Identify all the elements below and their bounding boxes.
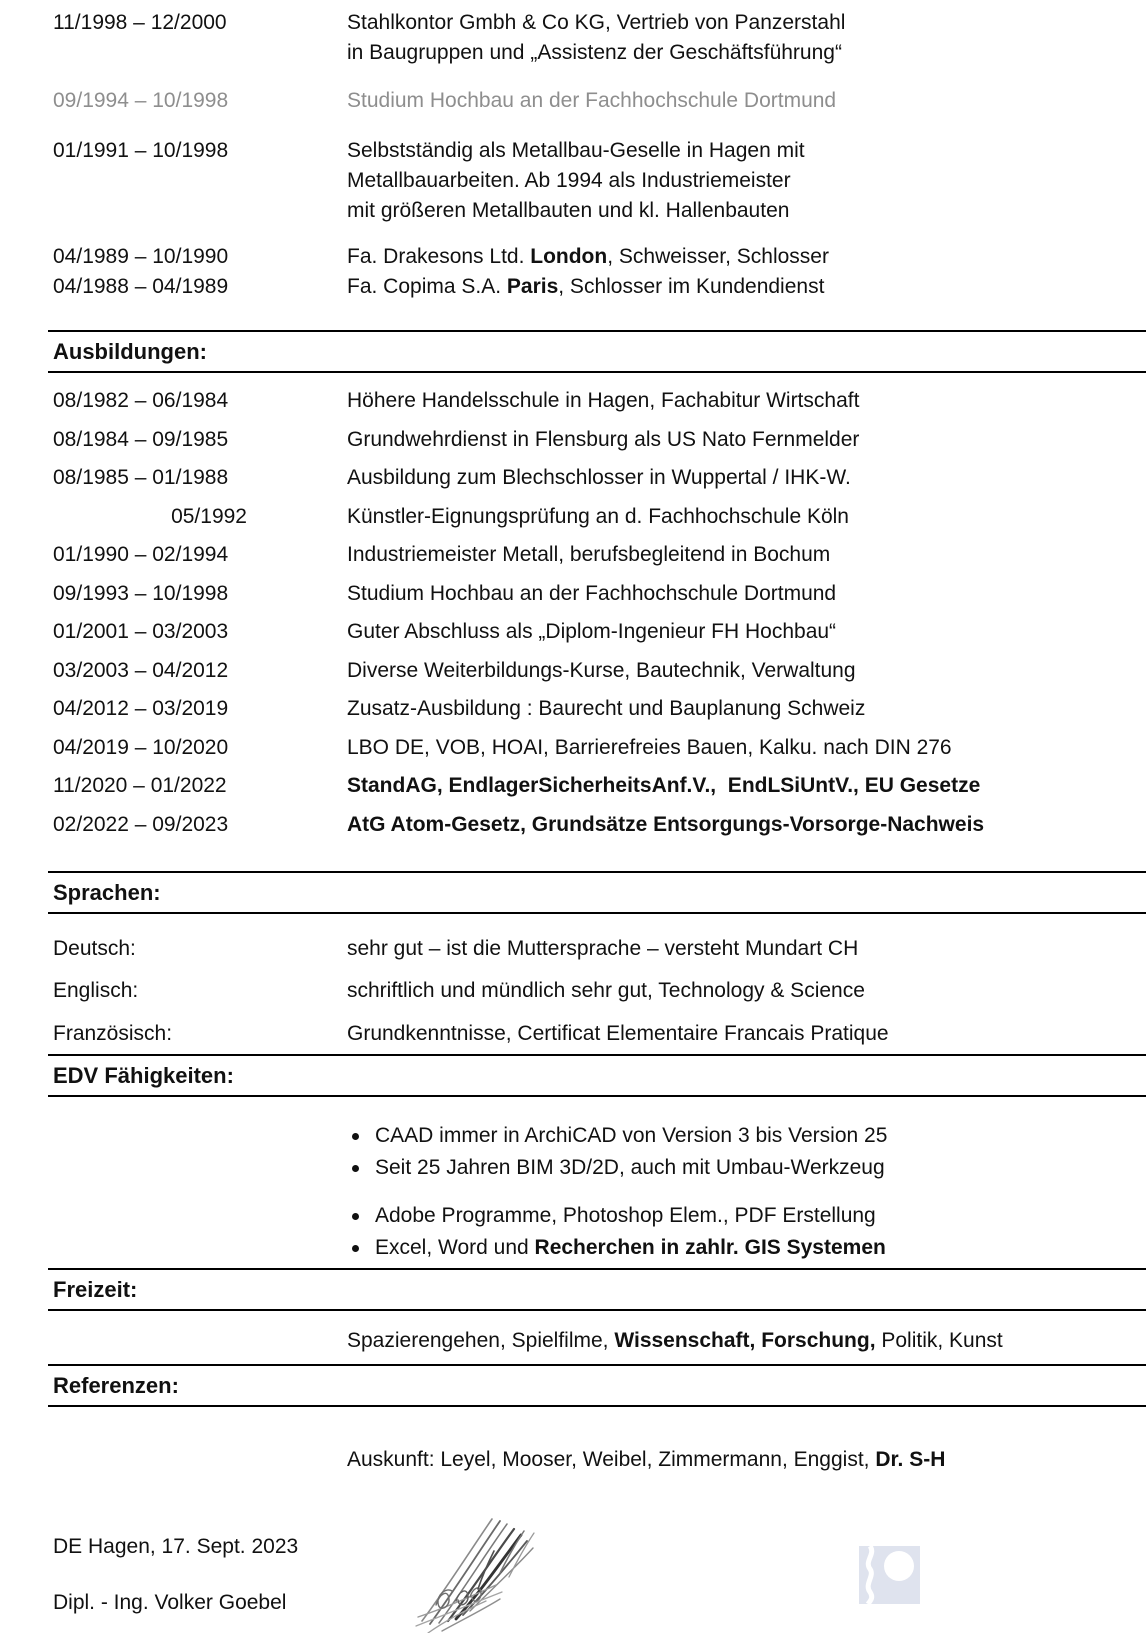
entry-text: [347, 976, 1146, 1006]
company-logo: [859, 1546, 920, 1604]
language-row: [0, 1019, 1146, 1049]
entry-date-text: 05/1992: [171, 504, 247, 528]
experience-entry: [0, 8, 1146, 68]
bold-text: London: [530, 245, 608, 268]
entry-text-line: [347, 8, 1126, 38]
text: , Schlosser im Kundendienst: [558, 275, 825, 298]
language-row: [0, 976, 1146, 1006]
entry-date-text: 01/1990 – 02/1994: [53, 543, 229, 566]
entry-date-text: Englisch:: [53, 979, 139, 1002]
entry-text: [347, 1019, 1146, 1049]
entry-date: [53, 502, 347, 532]
entry-date-text: 11/1998 – 12/2000: [53, 11, 227, 34]
entry-text-line: [347, 86, 1126, 116]
entry-text: [347, 86, 1146, 116]
entry-text: [347, 463, 1146, 493]
entry-date: [53, 934, 347, 964]
entry-date: [53, 694, 347, 724]
education-entry: [0, 386, 1146, 416]
text: LBO DE, VOB, HOAI, Barrierefreies Bauen, Kalku. nach DIN 276: [347, 735, 952, 759]
entry-date-text: 02/2022 – 09/2023: [53, 812, 229, 836]
entry-date: [53, 733, 347, 763]
text: mit größeren Metallbauten und kl. Hallenbauten: [347, 199, 790, 222]
entry-text: [347, 771, 1146, 801]
entry-date: [53, 136, 347, 166]
text: Stahlkontor Gmbh & Co KG, Vertrieb von Panzerstahl: [347, 11, 846, 34]
entry-date: [53, 86, 347, 116]
entry-date-text: 04/2012 – 03/2019: [53, 697, 229, 720]
text: Diverse Weiterbildungs-Kurse, Bautechnik, Verwaltung: [347, 658, 856, 682]
text: sehr gut – ist die Muttersprache – versteht Mundart CH: [347, 936, 859, 960]
text: Selbstständig als Metallbau-Geselle in Hagen mit: [347, 139, 805, 162]
experience-entry: [0, 86, 1146, 116]
entry-text: [347, 540, 1146, 570]
section-heading-references: Referenzen:: [48, 1364, 1146, 1407]
languages-section: [0, 934, 1146, 1049]
entry-date-text: 09/1994 – 10/1998: [53, 89, 229, 112]
text: Industriemeister Metall, berufsbegleitend in Bochum: [347, 543, 831, 566]
entry-date-text: 08/1985 – 01/1988: [53, 466, 229, 489]
bold-text: Wissenschaft, Forschung,: [614, 1328, 876, 1352]
education-section: [0, 386, 1146, 840]
entry-text: [347, 386, 1146, 416]
entry-date: [53, 810, 347, 840]
entry-text: [347, 694, 1146, 724]
text: Fa. Drakesons Ltd.: [347, 245, 531, 268]
work-experience-section: [0, 8, 1146, 302]
text: Künstler-Eignungsprüfung an d. Fachhochschule Köln: [347, 504, 849, 528]
bold-text: Paris: [506, 275, 559, 298]
entry-text-line: [347, 136, 1126, 166]
it-skill-bullet-item: [352, 1121, 1146, 1151]
entry-date-text: 01/2001 – 03/2003: [53, 620, 229, 643]
education-entry: [0, 656, 1146, 686]
logo-circle: [884, 1551, 914, 1581]
section-heading-education: Ausbildungen:: [48, 330, 1146, 373]
footer-place-date: DE Hagen, 17. Sept. 2023: [53, 1534, 299, 1558]
text: Studium Hochbau an der Fachhochschule Dortmund: [347, 581, 837, 605]
entry-date: [53, 579, 347, 609]
entry-date: [53, 1019, 347, 1049]
entry-text-line: [347, 38, 1126, 68]
footer-signatory-name: Dipl. - Ing. Volker Goebel: [53, 1590, 287, 1614]
entry-date-text: Französisch:: [53, 1021, 173, 1045]
signature-scribble: [412, 1493, 552, 1633]
text: Auskunft: Leyel, Mooser, Weibel, Zimmermann, Enggist,: [347, 1447, 876, 1471]
education-entry: [0, 771, 1146, 801]
entry-date: [53, 425, 347, 455]
section-heading-it-skills: EDV Fähigkeiten:: [48, 1054, 1146, 1097]
entry-date: [53, 463, 347, 493]
education-entry: [0, 733, 1146, 763]
entry-date: [53, 242, 347, 272]
entry-date: [53, 771, 347, 801]
it-skills-bullet-group: [0, 1121, 1146, 1183]
leisure-text: [347, 1326, 1146, 1356]
entry-date: [53, 8, 347, 38]
entry-text: [347, 502, 1146, 532]
section-heading-languages: Sprachen:: [48, 871, 1146, 914]
it-skill-bullet-item: [352, 1201, 1146, 1231]
entry-date: [53, 272, 347, 302]
entry-date: [53, 386, 347, 416]
education-entry: [0, 502, 1146, 532]
text: Fa. Copima S.A.: [347, 275, 507, 298]
entry-text: [347, 934, 1146, 964]
text: Zusatz-Ausbildung : Baurecht und Bauplanung Schweiz: [347, 697, 866, 720]
entry-date: [53, 617, 347, 647]
entry-text-line: [347, 272, 1126, 302]
education-entry: [0, 425, 1146, 455]
bold-text: StandAG, EndlagerSicherheitsAnf.V., EndLSiUntV., EU Gesetze: [347, 774, 981, 797]
leisure-row: [0, 1326, 1146, 1356]
text: Excel, Word und: [375, 1235, 535, 1259]
text: Guter Abschluss als „Diplom-Ingenieur FH Hochbau“: [347, 620, 837, 643]
text: Spazierengehen, Spielfilme,: [347, 1328, 615, 1352]
text: Grundwehrdienst in Flensburg als US Nato Fernmelder: [347, 427, 860, 451]
references-text: [347, 1445, 1146, 1475]
entry-text: [347, 579, 1146, 609]
entry-date-text: 04/1989 – 10/1990: [53, 245, 229, 268]
it-skills-bullet-group: [0, 1201, 1146, 1263]
education-entry: [0, 463, 1146, 493]
entry-date: [53, 540, 347, 570]
references-row: [0, 1445, 1146, 1475]
text: Seit 25 Jahren BIM 3D/2D, auch mit Umbau-Werkzeug: [375, 1155, 885, 1179]
text: CAAD immer in ArchiCAD von Version 3 bis Version 25: [375, 1123, 888, 1147]
text: Grundkenntnisse, Certificat Elementaire Francais Pratique: [347, 1021, 889, 1045]
it-skill-bullet-item: [352, 1153, 1146, 1183]
bold-text: Recherchen in zahlr. GIS Systemen: [534, 1235, 886, 1259]
entry-date: [53, 656, 347, 686]
entry-date-text: 04/1988 – 04/1989: [53, 275, 229, 298]
text: schriftlich und mündlich sehr gut, Technology & Science: [347, 979, 865, 1002]
text: in Baugruppen und „Assistenz der Geschäftsführung“: [347, 41, 842, 64]
text: Metallbauarbeiten. Ab 1994 als Industriemeister: [347, 169, 791, 192]
entry-date-text: 09/1993 – 10/1998: [53, 581, 229, 605]
entry-date: [53, 976, 347, 1006]
entry-text-line: [347, 166, 1126, 196]
entry-date-text: 03/2003 – 04/2012: [53, 658, 229, 682]
entry-text: [347, 8, 1146, 68]
text: Ausbildung zum Blechschlosser in Wuppertal / IHK-W.: [347, 466, 851, 489]
entry-text: [347, 425, 1146, 455]
entry-date-text: 08/1984 – 09/1985: [53, 427, 229, 451]
it-skill-bullet-item: [352, 1233, 1146, 1263]
entry-text: [347, 272, 1146, 302]
text: , Schweisser, Schlosser: [607, 245, 829, 268]
text: Politik, Kunst: [875, 1328, 1003, 1352]
bold-text: AtG Atom-Gesetz, Grundsätze Entsorgungs-Vorsorge-Nachweis: [347, 812, 985, 836]
entry-text: [347, 617, 1146, 647]
text: Adobe Programme, Photoshop Elem., PDF Erstellung: [375, 1203, 876, 1227]
text: Höhere Handelsschule in Hagen, Fachabitur Wirtschaft: [347, 389, 860, 412]
entry-date-text: 04/2019 – 10/2020: [53, 735, 229, 759]
entry-text-line: [347, 196, 1126, 226]
it-skills-section: [0, 1121, 1146, 1263]
entry-text: [347, 810, 1146, 840]
entry-text: [347, 136, 1146, 226]
entry-text-line: [347, 242, 1126, 272]
language-row: [0, 934, 1146, 964]
entry-date-text: Deutsch:: [53, 936, 136, 960]
text: Studium Hochbau an der Fachhochschule Dortmund: [347, 89, 837, 112]
section-heading-leisure: Freizeit:: [48, 1268, 1146, 1311]
entry-text: [347, 656, 1146, 686]
entry-date-text: 01/1991 – 10/1998: [53, 139, 229, 162]
experience-entry: [0, 242, 1146, 272]
experience-entry: [0, 136, 1146, 226]
entry-text: [347, 733, 1146, 763]
bold-text: Dr. S-H: [875, 1447, 946, 1471]
experience-entry: [0, 272, 1146, 302]
cv-page: [0, 8, 1146, 1618]
entry-text: [347, 242, 1146, 272]
education-entry: [0, 810, 1146, 840]
entry-date-text: 08/1982 – 06/1984: [53, 389, 229, 412]
entry-date-text: 11/2020 – 01/2022: [53, 774, 227, 797]
education-entry: [0, 579, 1146, 609]
education-entry: [0, 617, 1146, 647]
education-entry: [0, 540, 1146, 570]
education-entry: [0, 694, 1146, 724]
